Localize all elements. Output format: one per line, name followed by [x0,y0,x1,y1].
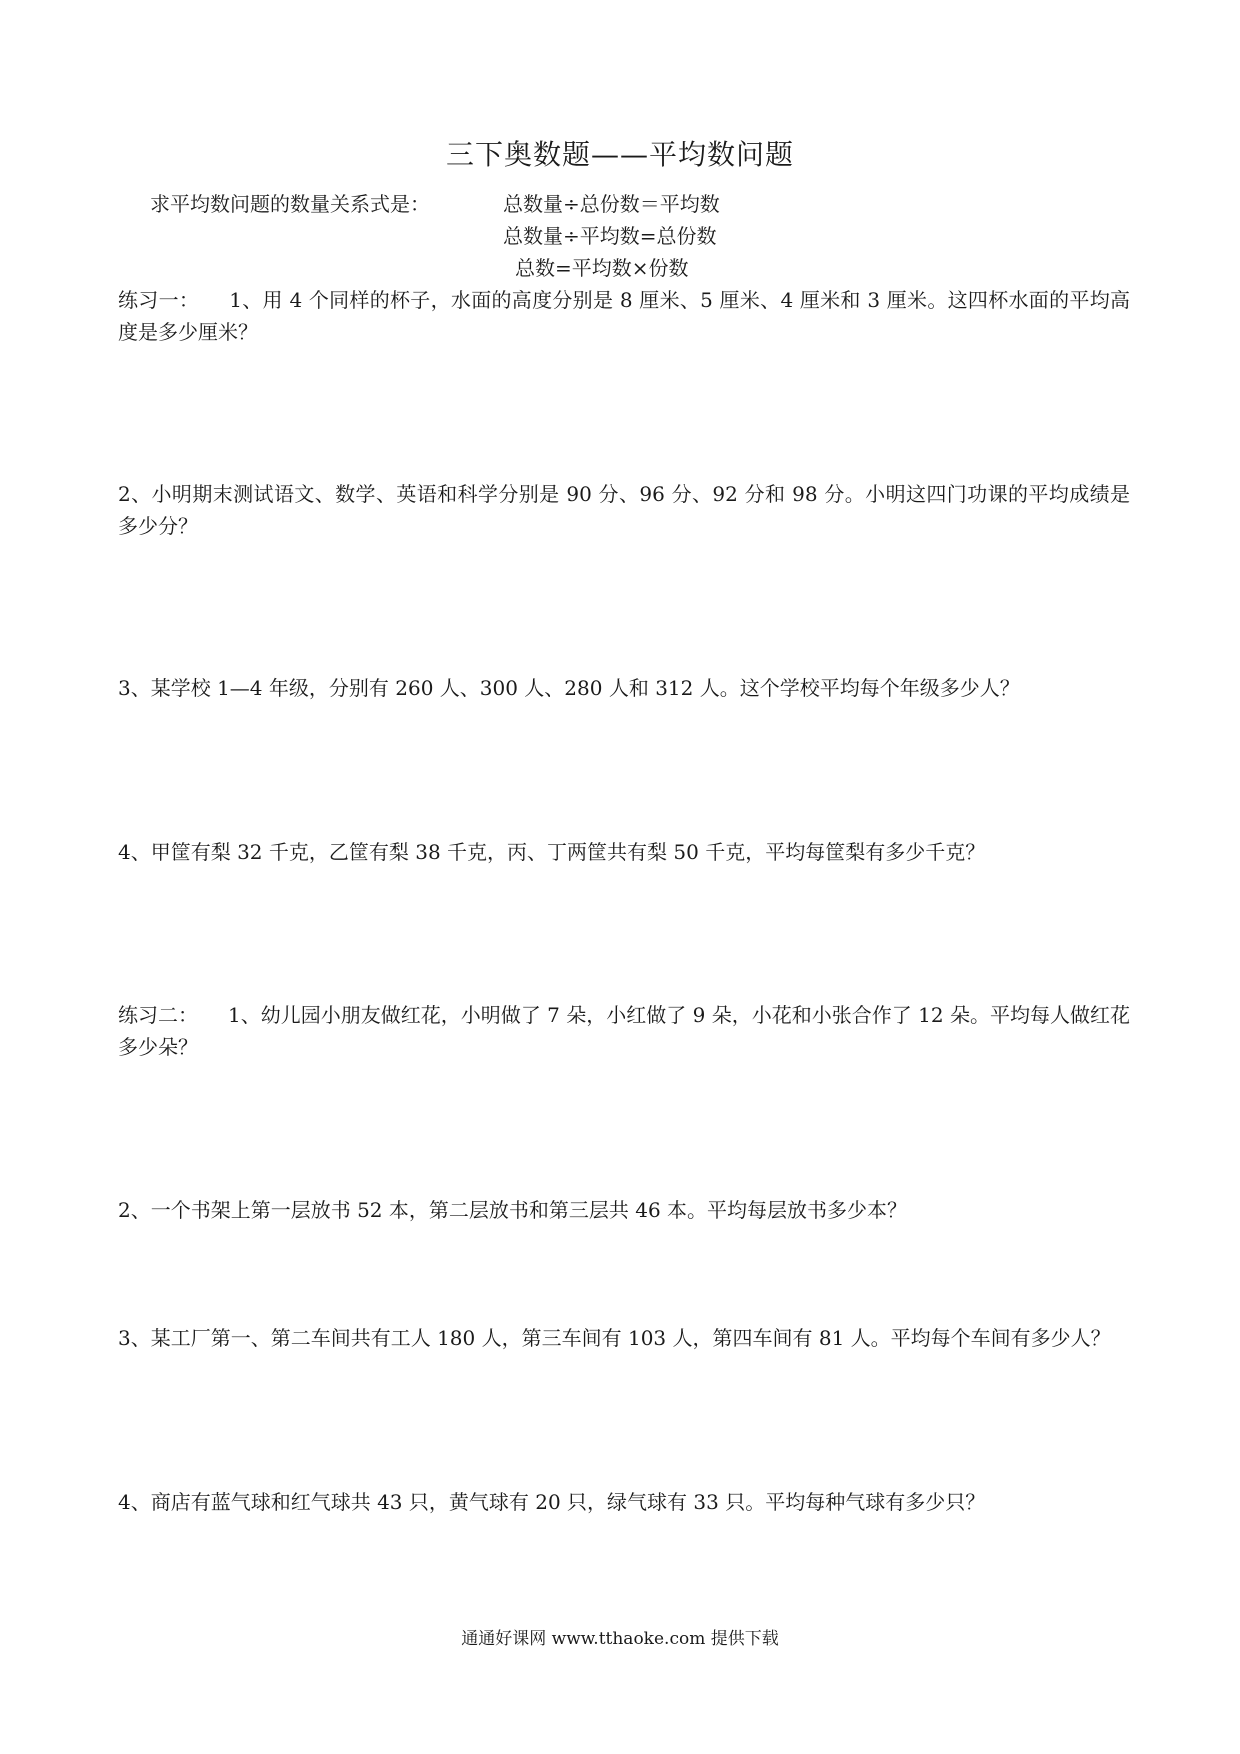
formula-intro: 求平均数问题的数量关系式是： [150,192,430,216]
page-footer: 通通好课网 www.tthaoke.com 提供下载 [461,1629,779,1649]
page-title: 三下奥数题——平均数问题 [445,138,794,171]
formula-line: 总数量÷平均数=总份数 [503,224,717,248]
exercise-2-label: 练习二： [118,1003,199,1027]
exercise-1-problem-4: 4、甲筐有梨 32 千克，乙筐有梨 38 千克，丙、丁两筐共有梨 50 千克，平均每筐梨有多少千克？ [118,840,986,864]
exercise-1-problem-3: 3、某学校 1—4 年级，分别有 260 人、300 人、280 人和 312 人。这个学校平均每个年级多少人？ [118,676,1020,700]
exercise-2-problem-3: 3、某工厂第一、第二车间共有工人 180 人，第三车间有 103 人，第四车间有 81 人。平均每个车间有多少人？ [118,1326,1111,1350]
exercise-2-problem-4: 4、商店有蓝气球和红气球共 43 只，黄气球有 20 只，绿气球有 33 只。平均每种气球有多少只？ [118,1490,986,1514]
problem-text: 1、幼儿园小朋友做红花，小明做了 7 朵，小红做了 9 朵，小花和小张合作了 12 朵。平均每人做红花多少朵？ [118,1003,1130,1059]
exercise-2-problem-1 [118,999,1130,1063]
exercise-1-label: 练习一： [118,288,200,312]
exercise-1-problem-2: 2、小明期末测试语文、数学、英语和科学分别是 90 分、96 分、92 分和 98 分。小明这四门功课的平均成绩是多少分？ [118,482,1130,538]
formula-line: 总数=平均数×份数 [515,256,689,280]
exercise-2-problem-2: 2、一个书架上第一层放书 52 本，第二层放书和第三层共 46 本。平均每层放书多少本？ [118,1198,908,1222]
formula-line: 总数量÷总份数＝平均数 [503,192,720,216]
problem-text: 1、用 4 个同样的杯子，水面的高度分别是 8 厘米、5 厘米、4 厘米和 3 厘米。这四杯水面的平均高度是多少厘米？ [118,288,1130,344]
exercise-1-problem-1 [118,284,1130,348]
